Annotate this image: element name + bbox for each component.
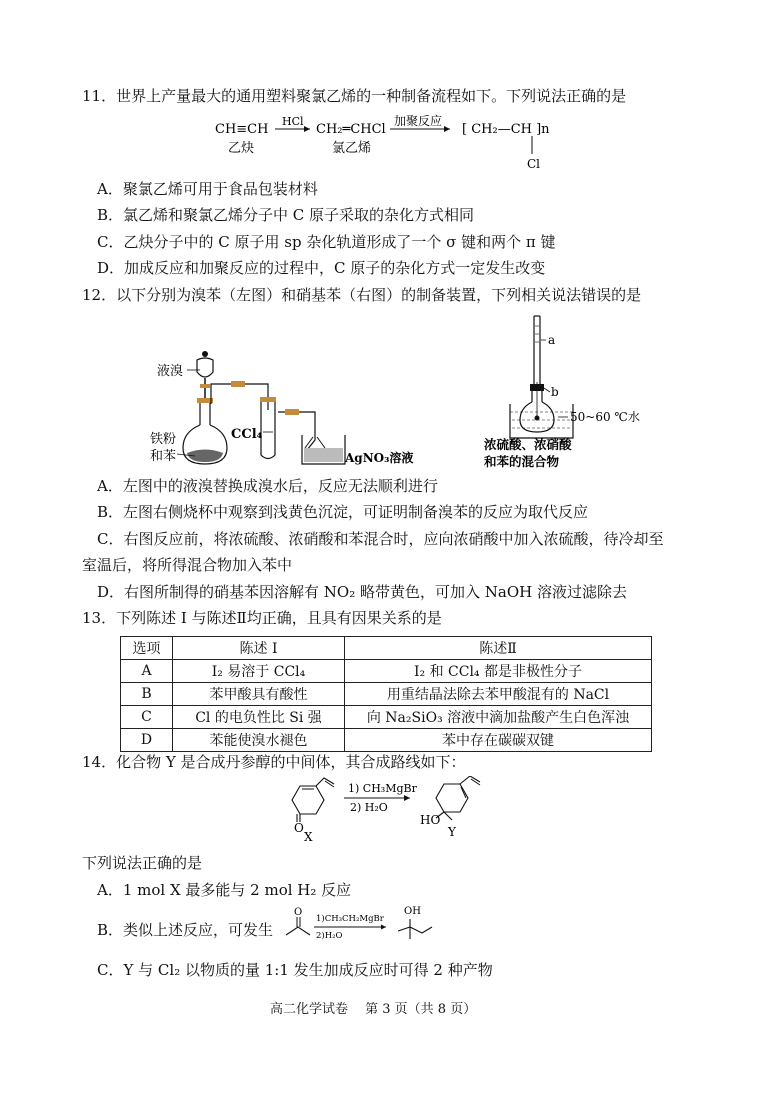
q13-row-a-s1: I₂ 易溶于 CCl₄ bbox=[173, 660, 345, 683]
q12-option-b: B．左图右侧烧杯中观察到浅黄色沉淀，可证明制备溴苯的反应为取代反应 bbox=[97, 503, 589, 521]
label-a: a bbox=[548, 333, 556, 347]
acetone-oxygen: O bbox=[294, 907, 303, 918]
funnel-stopper bbox=[202, 351, 208, 357]
y-ring bbox=[436, 784, 468, 812]
q13-header-option: 选项 bbox=[121, 637, 173, 660]
label-acid-mix-2: 和苯的混合物 bbox=[484, 454, 560, 469]
q13-row-c-option: C bbox=[121, 706, 173, 729]
bromobenzene-apparatus-figure bbox=[145, 340, 415, 470]
q13-header-statement-2: 陈述Ⅱ bbox=[345, 637, 652, 660]
q11-option-d: D．加成反应和加聚反应的过程中，C 原子的杂化方式一定发生改变 bbox=[97, 259, 546, 277]
q11-reactant: CH≡CH bbox=[215, 122, 269, 137]
q13-row-a-s2: I₂ 和 CCl₄ 都是非极性分子 bbox=[345, 660, 652, 683]
q11-reagent2: 加聚反应 bbox=[394, 114, 443, 128]
q13-row-a-option: A bbox=[121, 660, 173, 683]
q11-option-a: A．聚氯乙烯可用于食品包装材料 bbox=[97, 180, 318, 198]
label-and-benzene: 和苯 bbox=[150, 449, 177, 464]
q14-option-b-scheme bbox=[282, 905, 442, 953]
q11-reagent1: HCl bbox=[282, 115, 304, 128]
q14-option-b: B．类似上述反应，可发生 bbox=[97, 921, 274, 939]
q11-reactant-name: 乙炔 bbox=[228, 141, 255, 156]
nitrobenzene-apparatus-figure bbox=[478, 312, 648, 470]
label-iron-powder: 铁粉 bbox=[150, 432, 177, 447]
q11-intermediate-name: 氯乙烯 bbox=[332, 141, 372, 156]
q11-arrow2-head bbox=[444, 126, 450, 132]
product-hydroxyl: OH bbox=[404, 906, 421, 917]
label-liquid-bromine: 液溴 bbox=[157, 364, 184, 379]
b-reagent1: 1)CH₃CH₂MgBr bbox=[316, 914, 384, 924]
label-y: Y bbox=[448, 825, 456, 839]
q13-header-row bbox=[121, 637, 652, 660]
label-acid-mix-1: 浓硫酸、浓硝酸 bbox=[484, 437, 572, 452]
q13-row-c-s1: Cl 的电负性比 Si 强 bbox=[173, 706, 345, 729]
q11-product: [ CH₂—CH ]n bbox=[462, 122, 550, 137]
q14-reaction-scheme bbox=[280, 776, 510, 842]
q12-stem: 12．以下分别为溴苯（左图）和硝基苯（右图）的制备装置，下列相关说法错误的是 bbox=[82, 286, 642, 304]
q13-row-d-s1: 苯能使溴水褪色 bbox=[173, 729, 345, 752]
page-footer: 高二化学试卷 第 3 页（共 8 页） bbox=[270, 1002, 477, 1017]
y-methyl bbox=[444, 812, 452, 820]
x-ring bbox=[292, 786, 324, 814]
funnel-inverted-right bbox=[317, 437, 325, 448]
acetone-skeleton bbox=[286, 927, 310, 935]
q12-option-c: C．右图反应前，将浓硫酸、浓硝酸和苯混合时，应向浓硝酸中加入浓硫酸，待冷却至 bbox=[97, 530, 664, 548]
b-reagent2: 2)H₂O bbox=[316, 931, 343, 941]
label-ccl4: CCl₄ bbox=[231, 427, 263, 442]
q11-option-b: B．氯乙烯和聚氯乙烯分子中 C 原子采取的杂化方式相同 bbox=[97, 206, 475, 224]
x-oxygen: O bbox=[294, 821, 304, 835]
q13-row-b-s2: 用重结晶法除去苯甲酸混有的 NaCl bbox=[345, 683, 652, 706]
q13-stem: 13．下列陈述 I 与陈述Ⅱ均正确，且具有因果关系的是 bbox=[82, 609, 442, 627]
table-row bbox=[121, 660, 652, 683]
table-row bbox=[121, 683, 652, 706]
q11-reaction-scheme bbox=[210, 112, 590, 174]
label-x: X bbox=[304, 830, 313, 842]
outlet-tube bbox=[278, 412, 315, 450]
q14-option-c: C．Y 与 Cl₂ 以物质的量 1:1 发生加成反应时可得 2 种产物 bbox=[97, 961, 493, 979]
q12-option-d: D．右图所制得的硝基苯因溶解有 NO₂ 略带黄色，可加入 NaOH 溶液过滤除去 bbox=[97, 583, 627, 601]
q12-option-c-cont: 室温后，将所得混合物加入苯中 bbox=[82, 556, 293, 574]
beaker-solution bbox=[304, 448, 343, 462]
q13-row-d-s2: 苯中存在碳碳双键 bbox=[345, 729, 652, 752]
q11-product-sub: Cl bbox=[527, 157, 541, 171]
delivery-tube bbox=[211, 384, 268, 410]
y-hydroxyl: HO bbox=[420, 813, 441, 827]
q11-arrow1-head bbox=[304, 126, 310, 132]
table-row bbox=[121, 729, 652, 752]
q13-row-b-option: B bbox=[121, 683, 173, 706]
table-row bbox=[121, 706, 652, 729]
q14-question: 下列说法正确的是 bbox=[82, 854, 203, 872]
funnel-inverted-left bbox=[305, 437, 313, 448]
tube-connector bbox=[231, 381, 245, 387]
dropping-funnel bbox=[197, 358, 213, 377]
q12-option-a: A．左图中的液溴替换成溴水后，反应无法顺利进行 bbox=[97, 477, 438, 495]
q13-row-c-s2: 向 Na₂SiO₃ 溶液中滴加盐酸产生白色浑浊 bbox=[345, 706, 652, 729]
q14-reagent2: 2) H₂O bbox=[350, 801, 388, 814]
q14-arrow-head bbox=[404, 795, 410, 801]
q11-option-c: C．乙炔分子中的 C 原子用 sp 杂化轨道形成了一个 σ 键和两个 π 键 bbox=[97, 233, 556, 251]
label-water-bath: 50~60 ℃水 bbox=[570, 410, 640, 424]
q13-row-d-option: D bbox=[121, 729, 173, 752]
label-agno3: AgNO₃溶液 bbox=[345, 451, 414, 465]
q14-reagent1: 1) CH₃MgBr bbox=[348, 782, 417, 795]
q11-stem: 11．世界上产量最大的通用塑料聚氯乙烯的一种制备流程如下。下列说法正确的是 bbox=[82, 87, 627, 105]
q13-row-b-s1: 苯甲酸具有酸性 bbox=[173, 683, 345, 706]
q13-table bbox=[120, 636, 652, 752]
q14-option-a: A．1 mol X 最多能与 2 mol H₂ 反应 bbox=[97, 881, 352, 899]
label-b: b bbox=[551, 385, 559, 399]
q13-header-statement-1: 陈述 I bbox=[173, 637, 345, 660]
q14-stem: 14．化合物 Y 是合成丹参醇的中间体，其合成路线如下： bbox=[82, 753, 466, 771]
q11-intermediate: CH₂═CHCl bbox=[316, 122, 386, 137]
funnel-stopcock bbox=[200, 384, 210, 388]
